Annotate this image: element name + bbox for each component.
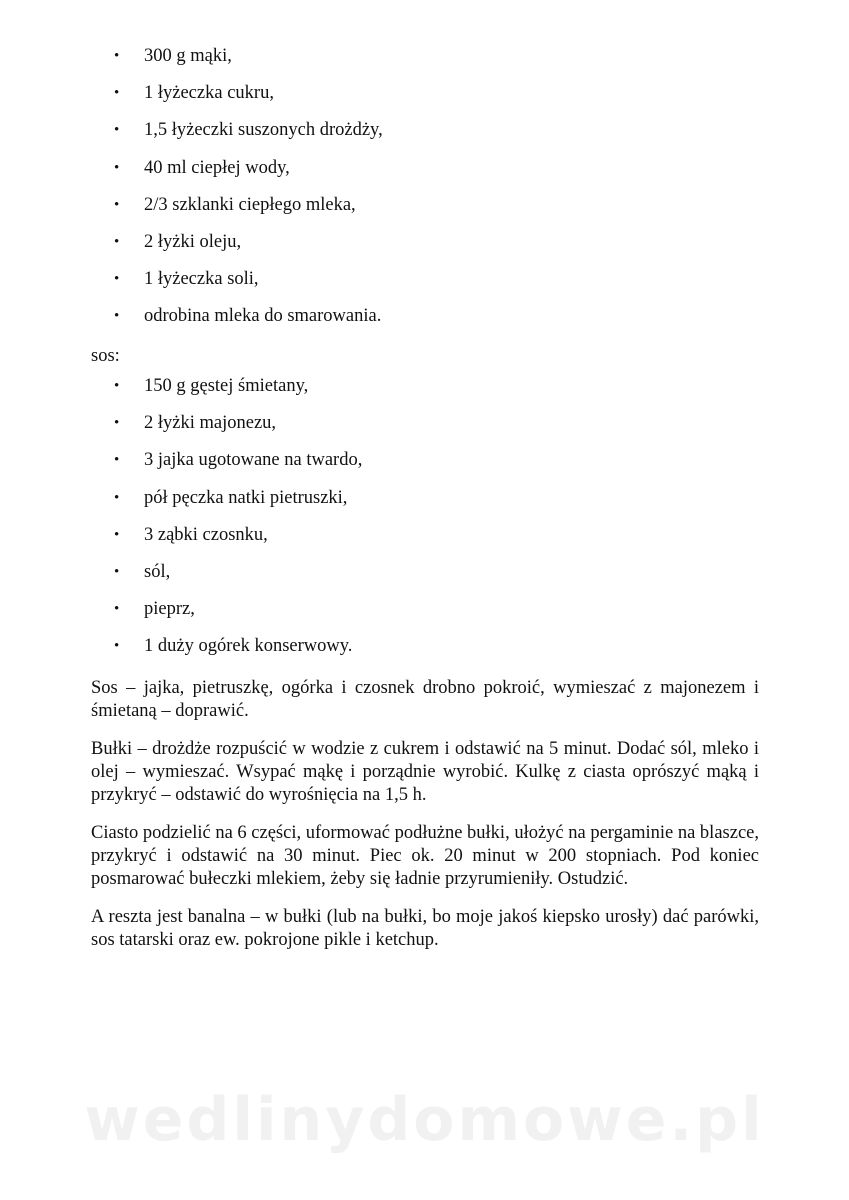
sauce-instructions-paragraph: Sos – jajka, pietruszkę, ogórka i czosnek drobno pokroić, wymieszać z majonezem i śmietaną – doprawić. (91, 678, 759, 721)
ingredient-text: 3 jajka ugotowane na twardo, (144, 450, 363, 471)
list-item (114, 591, 754, 628)
list-item (114, 517, 754, 554)
list-item (114, 628, 754, 665)
bullet-icon: • (114, 233, 120, 250)
ingredient-text: 1 łyżeczka cukru, (144, 83, 274, 104)
ingredient-text: pół pęczka natki pietruszki, (144, 487, 348, 508)
bullet-icon: • (114, 159, 120, 176)
ingredient-text: 150 g gęstej śmietany, (144, 376, 309, 396)
dough-ingredients-list (114, 38, 754, 336)
bullet-icon: • (114, 526, 120, 543)
ingredient-text: odrobina mleka do smarowania. (144, 306, 382, 327)
sauce-ingredients-list (114, 368, 754, 666)
ingredient-text: 3 ząbki czosnku, (144, 524, 268, 545)
ingredient-text: 2 łyżki oleju, (144, 231, 242, 252)
list-item (114, 368, 754, 405)
bullet-icon: • (114, 489, 120, 506)
bullet-icon: • (114, 638, 120, 655)
buns-instructions-paragraph: Bułki – drożdże rozpuścić w wodzie z cukrem i odstawić na 5 minut. Dodać sól, mleko i olej – wymieszać. Wsypać mąkę i porządnie wyrobić. Kulkę z ciasta oprószyć mąką i przykryć – odstawić do wyrośnięcia na 1,5 h. (91, 739, 759, 805)
bullet-icon: • (114, 378, 120, 394)
bullet-icon: • (114, 415, 120, 432)
ingredient-text: 40 ml ciepłej wody, (144, 157, 290, 178)
watermark: wedlinydomowe.pl (84, 1085, 765, 1155)
list-item (114, 150, 754, 187)
list-item (114, 224, 754, 261)
ingredient-text: 1,5 łyżeczki suszonych drożdży, (144, 120, 383, 141)
sauce-heading: sos: (91, 346, 120, 366)
bullet-icon: • (114, 563, 120, 580)
ingredient-text: 2/3 szklanki ciepłego mleka, (144, 194, 356, 215)
bullet-icon: • (114, 196, 120, 213)
list-item (114, 75, 754, 112)
bullet-icon: • (114, 452, 120, 469)
list-item (114, 480, 754, 517)
bullet-icon: • (114, 601, 120, 618)
list-item (114, 261, 754, 298)
bullet-icon: • (114, 85, 120, 102)
list-item (114, 554, 754, 591)
bullet-icon: • (114, 122, 120, 139)
bullet-icon: • (114, 271, 120, 288)
list-item (114, 112, 754, 149)
list-item (114, 298, 754, 335)
list-item (114, 405, 754, 442)
baking-instructions-paragraph: Ciasto podzielić na 6 części, uformować podłużne bułki, ułożyć na pergaminie na blaszce, przykryć i odstawić na 30 minut. Piec ok. 20 minut w 200 stopniach. Pod koniec posmarować bułeczki mlekiem, żeby się ładnie przyrumieniły. Ostudzić. (91, 823, 759, 889)
ingredient-text: pieprz, (144, 599, 195, 620)
bullet-icon: • (114, 48, 120, 64)
ingredient-text: 1 łyżeczka soli, (144, 269, 259, 290)
assembly-instructions-paragraph: A reszta jest banalna – w bułki (lub na bułki, bo moje jakoś kiepsko urosły) dać parówki, sos tatarski oraz ew. pokrojone pikle i ketchup. (91, 907, 759, 950)
list-item (114, 38, 754, 75)
ingredient-text: 2 łyżki majonezu, (144, 413, 277, 434)
ingredient-text: sól, (144, 561, 171, 582)
ingredient-text: 300 g mąki, (144, 46, 232, 66)
list-item (114, 442, 754, 479)
bullet-icon: • (114, 308, 120, 325)
list-item (114, 187, 754, 224)
ingredient-text: 1 duży ogórek konserwowy. (144, 636, 353, 657)
